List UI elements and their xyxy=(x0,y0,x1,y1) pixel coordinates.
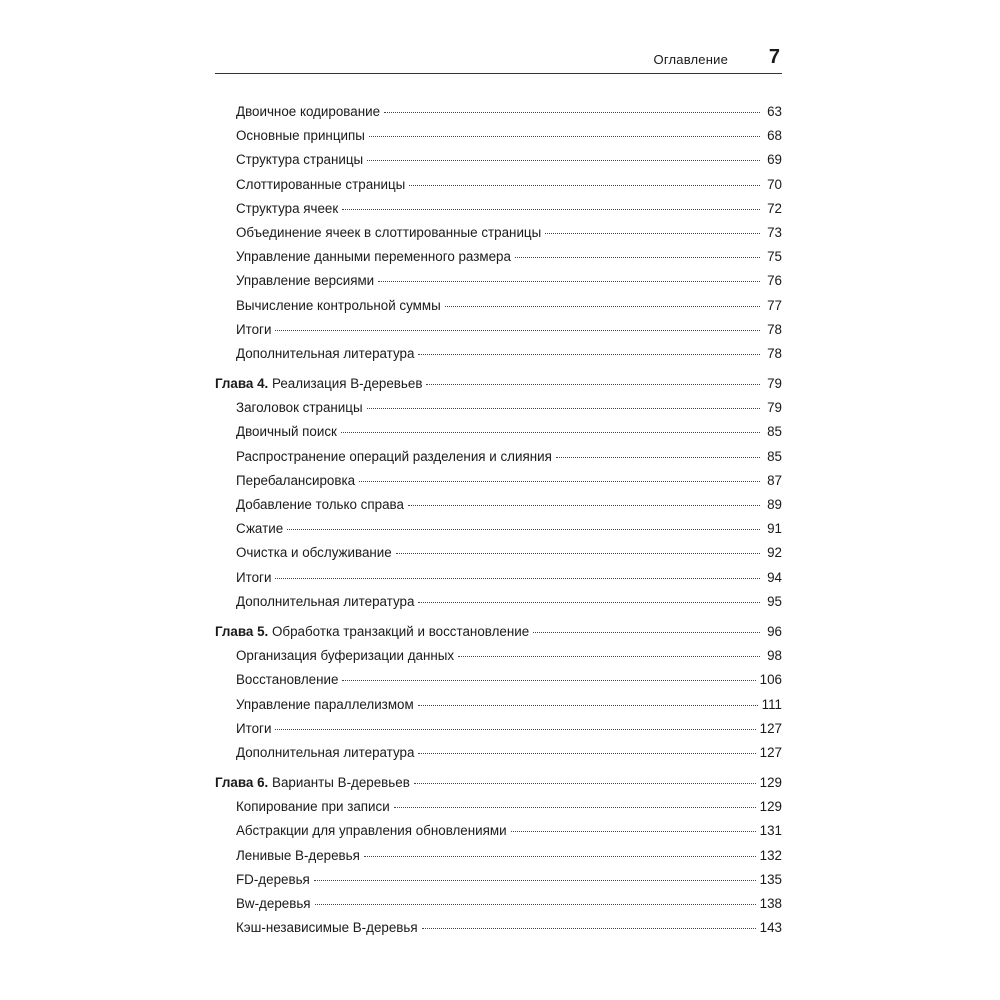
toc-section-entry[interactable] xyxy=(215,197,782,221)
toc-entry-page-number: 138 xyxy=(759,896,782,911)
toc-section-entry[interactable] xyxy=(215,590,782,614)
dot-leader xyxy=(408,505,760,506)
dot-leader xyxy=(384,112,760,113)
toc-section-entry[interactable] xyxy=(215,844,782,868)
toc-entry-label xyxy=(236,844,360,868)
chapter-number: Глава 5. xyxy=(215,623,269,639)
toc-entry-page-number: 98 xyxy=(767,648,782,664)
toc-entry-page-number: 70 xyxy=(767,176,782,192)
toc-entry-label xyxy=(236,566,271,590)
toc-entry-title: FD-деревья xyxy=(236,871,310,887)
toc-entry-page-number: 79 xyxy=(767,400,782,416)
toc-entry-title: Дополнительная литература xyxy=(236,593,415,609)
toc-entry-title: Сжатие xyxy=(236,521,284,537)
dot-leader xyxy=(364,856,756,857)
toc-entry-label xyxy=(236,294,441,318)
toc-entry-page-number: 135 xyxy=(759,871,782,887)
toc-entry-label xyxy=(236,892,311,916)
toc-entry-label xyxy=(236,469,355,493)
toc-section-entry[interactable] xyxy=(215,445,782,469)
toc-entry-title: Объединение ячеек в слоттированные страницы xyxy=(236,224,542,240)
dot-leader xyxy=(287,529,760,530)
toc-section-entry[interactable] xyxy=(215,916,782,940)
toc-entry-page-number: 127 xyxy=(759,744,782,760)
toc-entry-title: Абстракции для управления обновлениями xyxy=(236,823,507,839)
toc-entry-label xyxy=(236,342,414,366)
toc-entry-label xyxy=(236,197,338,221)
toc-section-entry[interactable] xyxy=(215,541,782,565)
toc-entry-page-number: 63 xyxy=(767,104,782,119)
toc-entry-page-number: 96 xyxy=(767,623,782,639)
toc-entry-label xyxy=(236,916,418,940)
toc-entry-page-number: 143 xyxy=(759,920,782,936)
toc-entry-title: Перебалансировка xyxy=(236,472,356,488)
toc-entry-label xyxy=(236,124,365,148)
toc-entry-label xyxy=(236,318,271,342)
dot-leader xyxy=(378,281,760,282)
dot-leader xyxy=(275,729,755,730)
toc-section-entry[interactable] xyxy=(215,517,782,541)
dot-leader xyxy=(556,457,760,458)
toc-entry-page-number: 87 xyxy=(767,472,782,488)
toc-section-entry[interactable] xyxy=(215,493,782,517)
chapter-number: Глава 6. xyxy=(215,775,269,791)
toc-entry-page-number: 91 xyxy=(767,521,782,537)
toc-entry-label xyxy=(236,173,405,197)
toc-entry-title: Итоги xyxy=(236,321,272,337)
dot-leader xyxy=(275,330,760,331)
header-rule xyxy=(215,73,782,74)
toc-entry-page-number: 111 xyxy=(761,696,782,712)
dot-leader xyxy=(426,384,760,385)
toc-entry-title: Организация буферизации данных xyxy=(236,648,455,664)
toc-entry-label xyxy=(236,517,283,541)
toc-entry-page-number: 78 xyxy=(767,345,782,361)
toc-section-entry[interactable] xyxy=(215,644,782,668)
toc-entry-label xyxy=(236,668,338,692)
toc-entry-page-number: 79 xyxy=(767,376,782,392)
toc-entry-page-number: 72 xyxy=(767,200,782,216)
dot-leader xyxy=(545,233,760,234)
dot-leader xyxy=(314,880,756,881)
toc-entry-title: Распространение операций разделения и слияния xyxy=(236,448,552,464)
dot-leader xyxy=(275,578,760,579)
toc-entry-title: Очистка и обслуживание xyxy=(236,545,392,561)
toc-entry-title: Двоичное кодирование xyxy=(236,104,381,119)
toc-section-entry[interactable] xyxy=(215,868,782,892)
toc-section-entry[interactable] xyxy=(215,269,782,293)
dot-leader xyxy=(367,160,760,161)
toc-entry-title: Заголовок страницы xyxy=(236,400,363,416)
toc-entry-label xyxy=(236,819,507,843)
dot-leader xyxy=(418,354,760,355)
toc-entry-label xyxy=(215,620,529,644)
toc-entry-label xyxy=(236,148,363,172)
dot-leader xyxy=(409,185,760,186)
toc-chapter-entry[interactable] xyxy=(215,372,782,396)
toc-section-entry[interactable] xyxy=(215,469,782,493)
dot-leader xyxy=(418,753,755,754)
toc-section-entry[interactable] xyxy=(215,294,782,318)
toc-entry-title: Вычисление контрольной суммы xyxy=(236,297,441,313)
toc-entry-page-number: 76 xyxy=(767,273,782,289)
toc-section-entry[interactable] xyxy=(215,318,782,342)
dot-leader xyxy=(511,831,756,832)
toc-entry-page-number: 132 xyxy=(759,847,782,863)
toc-entry-page-number: 129 xyxy=(759,775,782,791)
dot-leader xyxy=(414,783,756,784)
toc-entry-label xyxy=(236,717,271,741)
running-header-title: Оглавление xyxy=(653,52,728,67)
toc-entry-label xyxy=(236,420,337,444)
toc-entry-label xyxy=(215,372,422,396)
toc-entry-title: Реализация B-деревьев xyxy=(272,376,423,392)
toc-entry-page-number: 95 xyxy=(767,593,782,609)
toc-section-entry[interactable] xyxy=(215,819,782,843)
toc-entry-label xyxy=(236,396,363,420)
toc-section-entry[interactable] xyxy=(215,741,782,765)
toc-entry-page-number: 92 xyxy=(767,545,782,561)
toc-entry-title: Управление данными переменного размера xyxy=(236,249,511,265)
dot-leader xyxy=(367,408,760,409)
dot-leader xyxy=(369,136,760,137)
toc-entry-title: Ленивые B-деревья xyxy=(236,847,360,863)
table-of-contents xyxy=(215,100,782,940)
dot-leader xyxy=(458,656,760,657)
toc-chapter-entry[interactable] xyxy=(215,620,782,644)
chapter-number: Глава 4. xyxy=(215,376,269,392)
toc-entry-label xyxy=(236,269,374,293)
dot-leader xyxy=(396,553,760,554)
toc-entry-page-number: 106 xyxy=(759,672,782,688)
toc-entry-title: Bw-деревья xyxy=(236,896,311,911)
toc-entry-page-number: 69 xyxy=(767,152,782,168)
toc-entry-page-number: 75 xyxy=(767,249,782,265)
toc-entry-label xyxy=(236,100,380,124)
toc-entry-page-number: 68 xyxy=(767,128,782,144)
toc-entry-title: Итоги xyxy=(236,569,272,585)
toc-entry-label xyxy=(236,693,414,717)
toc-entry-title: Основные принципы xyxy=(236,128,365,144)
toc-entry-page-number: 127 xyxy=(759,720,782,736)
toc-entry-page-number: 85 xyxy=(767,448,782,464)
dot-leader xyxy=(445,306,760,307)
running-header xyxy=(215,46,782,72)
toc-entry-title: Дополнительная литература xyxy=(236,345,415,361)
dot-leader xyxy=(341,432,760,433)
toc-entry-page-number: 129 xyxy=(759,799,782,815)
toc-entry-label xyxy=(236,795,390,819)
toc-entry-label xyxy=(236,493,404,517)
toc-section-entry[interactable] xyxy=(215,342,782,366)
toc-entry-label xyxy=(236,221,541,245)
toc-entry-label xyxy=(236,644,454,668)
toc-entry-title: Структура ячеек xyxy=(236,200,339,216)
toc-entry-page-number: 77 xyxy=(767,297,782,313)
dot-leader xyxy=(394,807,756,808)
toc-entry-title: Двоичный поиск xyxy=(236,424,337,440)
toc-entry-title: Управление версиями xyxy=(236,273,375,289)
toc-entry-label xyxy=(236,590,414,614)
toc-section-entry[interactable] xyxy=(215,245,782,269)
toc-section-entry[interactable] xyxy=(215,420,782,444)
dot-leader xyxy=(418,705,758,706)
dot-leader xyxy=(342,680,755,681)
toc-entry-page-number: 94 xyxy=(767,569,782,585)
toc-section-entry[interactable] xyxy=(215,892,782,916)
toc-entry-label xyxy=(236,868,310,892)
toc-entry-title: Обработка транзакций и восстановление xyxy=(272,623,530,639)
dot-leader xyxy=(315,904,756,905)
page-number: 7 xyxy=(768,46,780,68)
toc-section-entry[interactable] xyxy=(215,693,782,717)
toc-section-entry[interactable] xyxy=(215,566,782,590)
dot-leader xyxy=(342,209,760,210)
toc-section-entry[interactable] xyxy=(215,717,782,741)
toc-entry-label xyxy=(236,445,552,469)
toc-entry-label xyxy=(215,771,410,795)
toc-entry-page-number: 85 xyxy=(767,424,782,440)
toc-section-entry[interactable] xyxy=(215,173,782,197)
toc-section-entry[interactable] xyxy=(215,668,782,692)
toc-entry-label xyxy=(236,541,392,565)
toc-entry-title: Структура страницы xyxy=(236,152,364,168)
toc-section-entry[interactable] xyxy=(215,221,782,245)
toc-entry-title: Дополнительная литература xyxy=(236,744,415,760)
toc-entry-title: Итоги xyxy=(236,720,272,736)
toc-section-entry[interactable] xyxy=(215,795,782,819)
toc-entry-title: Кэш-независимые B-деревья xyxy=(236,920,418,936)
toc-entry-page-number: 78 xyxy=(767,321,782,337)
toc-entry-title: Варианты B-деревьев xyxy=(272,775,410,791)
toc-entry-title: Восстановление xyxy=(236,672,339,688)
toc-entry-page-number: 131 xyxy=(759,823,782,839)
toc-chapter-entry[interactable] xyxy=(215,771,782,795)
toc-entry-title: Копирование при записи xyxy=(236,799,390,815)
toc-entry-page-number: 89 xyxy=(767,497,782,512)
toc-entry-page-number: 73 xyxy=(767,224,782,240)
toc-section-entry[interactable] xyxy=(215,124,782,148)
dot-leader xyxy=(515,257,760,258)
toc-entry-label xyxy=(236,741,414,765)
dot-leader xyxy=(359,481,760,482)
toc-section-entry[interactable] xyxy=(215,396,782,420)
toc-entry-title: Управление параллелизмом xyxy=(236,696,414,712)
toc-entry-title: Слоттированные страницы xyxy=(236,176,406,192)
toc-entry-title: Добавление только справа xyxy=(236,497,404,512)
toc-section-entry[interactable] xyxy=(215,148,782,172)
toc-entry-label xyxy=(236,245,511,269)
dot-leader xyxy=(418,602,760,603)
dot-leader xyxy=(422,928,756,929)
dot-leader xyxy=(533,632,760,633)
toc-section-entry[interactable] xyxy=(215,100,782,124)
